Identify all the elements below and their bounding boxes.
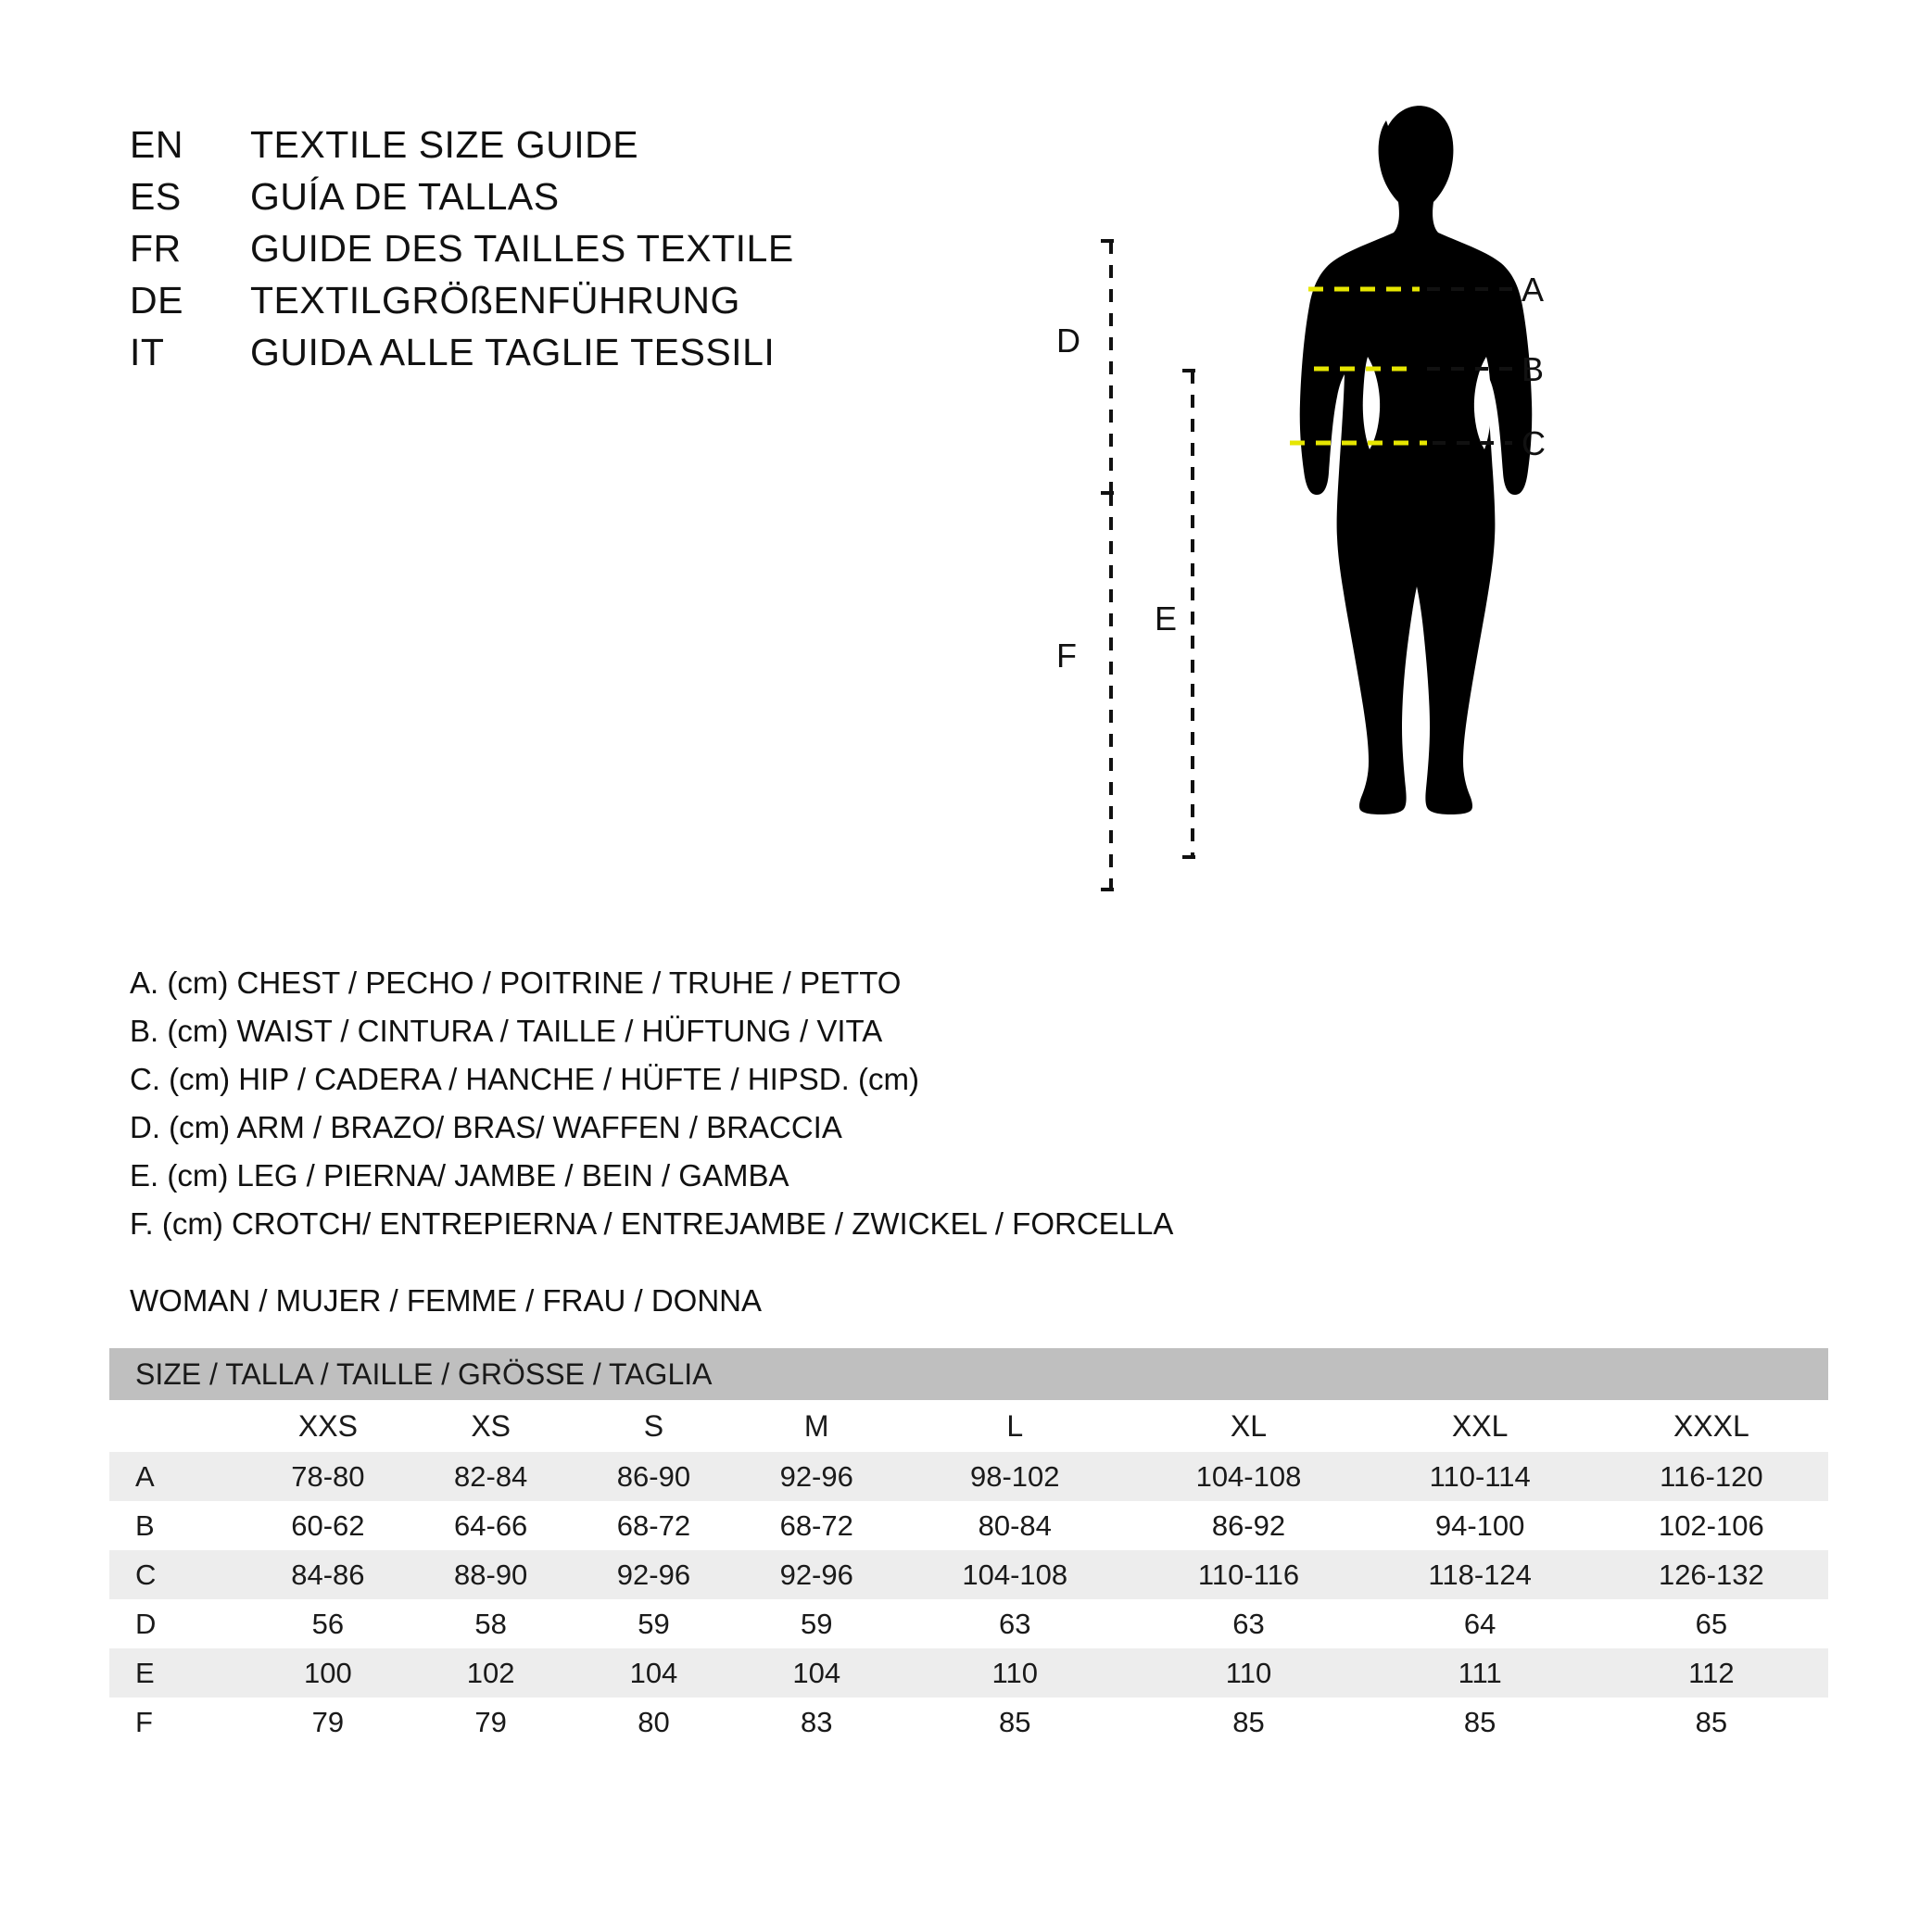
row-key-f: F — [135, 1705, 153, 1738]
cell-f-l: 85 — [999, 1705, 1031, 1738]
cell-d-l: 63 — [999, 1607, 1031, 1640]
table-row — [109, 1698, 1828, 1747]
table-row — [109, 1599, 1828, 1648]
column-m: M — [803, 1408, 829, 1443]
cell-e-xs: 102 — [466, 1656, 515, 1689]
cell-f-xs: 79 — [474, 1705, 507, 1738]
column-s: S — [643, 1408, 664, 1443]
dimension-bars — [1101, 241, 1203, 890]
column-xxxl: XXXL — [1673, 1408, 1749, 1443]
cell-d-xl: 63 — [1232, 1607, 1265, 1640]
cell-c-xs: 88-90 — [454, 1558, 528, 1591]
cell-f-xxl: 85 — [1463, 1705, 1496, 1738]
dimension-bar-e — [1182, 371, 1203, 857]
cell-c-l: 104-108 — [962, 1558, 1068, 1591]
label-d: D — [1056, 322, 1080, 360]
title-row-fr — [130, 222, 964, 274]
legend-row-f: F. (cm) CROTCH/ ENTREPIERNA / ENTREJAMBE / ZWICKEL / FORCELLA — [130, 1206, 1174, 1241]
cell-a-xl: 104-108 — [1195, 1459, 1302, 1493]
size-table — [109, 1348, 1828, 1747]
column-xxs: XXS — [297, 1408, 358, 1443]
cell-d-m: 59 — [800, 1607, 833, 1640]
legend-row-a: A. (cm) CHEST / PECHO / POITRINE / TRUHE / PETTO — [130, 966, 902, 1000]
cell-e-xxl: 111 — [1458, 1656, 1502, 1689]
label-b: B — [1522, 350, 1545, 388]
title-text-fr: GUIDE DES TAILLES TEXTILE — [250, 227, 794, 270]
legend-row-b: B. (cm) WAIST / CINTURA / TAILLE / HÜFTUNG / VITA — [130, 1014, 883, 1048]
cell-f-m: 83 — [800, 1705, 833, 1738]
title-row-es — [130, 170, 964, 222]
dimension-bar-f — [1101, 493, 1121, 890]
table-header-label: SIZE / TALLA / TAILLE / GRÖSSE / TAGLIA — [135, 1357, 713, 1391]
title-text-it: GUIDA ALLE TAGLIE TESSILI — [250, 331, 776, 373]
cell-b-xxxl: 102-106 — [1658, 1508, 1764, 1542]
column-l: L — [1006, 1408, 1024, 1443]
cell-a-xs: 82-84 — [454, 1459, 528, 1493]
column-xxl: XXL — [1451, 1408, 1509, 1443]
column-corner — [109, 1400, 246, 1452]
cell-d-xxs: 56 — [311, 1607, 345, 1640]
cell-b-xxl: 94-100 — [1434, 1508, 1525, 1542]
cell-a-xxl: 110-114 — [1429, 1459, 1531, 1493]
cell-e-xxs: 100 — [304, 1656, 352, 1689]
cell-c-xl: 110-116 — [1197, 1558, 1300, 1591]
cell-e-s: 104 — [629, 1656, 678, 1689]
legend-row-e: E. (cm) LEG / PIERNA/ JAMBE / BEIN / GAMBA — [130, 1158, 789, 1193]
label-f: F — [1056, 637, 1077, 675]
cell-f-xxxl: 85 — [1695, 1705, 1728, 1738]
row-key-a: A — [135, 1459, 155, 1493]
cell-b-xxs: 60-62 — [291, 1508, 365, 1542]
title-row-it — [130, 326, 964, 378]
title-lang-de: DE — [130, 279, 183, 322]
cell-b-xs: 64-66 — [454, 1508, 528, 1542]
row-key-e: E — [135, 1656, 155, 1689]
cell-e-xxxl: 112 — [1688, 1656, 1735, 1689]
row-key-b: B — [135, 1508, 155, 1542]
title-row-en — [130, 119, 964, 170]
cell-d-xs: 58 — [474, 1607, 507, 1640]
cell-a-xxs: 78-80 — [291, 1459, 365, 1493]
row-key-d: D — [135, 1607, 157, 1640]
title-text-es: GUÍA DE TALLAS — [250, 175, 560, 218]
title-lang-en: EN — [130, 123, 183, 166]
cell-f-xl: 85 — [1232, 1705, 1265, 1738]
label-e: E — [1155, 599, 1178, 637]
female-silhouette-icon — [1300, 106, 1533, 814]
table-row — [109, 1550, 1828, 1599]
cell-a-xxxl: 116-120 — [1660, 1459, 1763, 1493]
cell-b-xl: 86-92 — [1211, 1508, 1286, 1542]
cell-d-xxl: 64 — [1463, 1607, 1496, 1640]
cell-a-l: 98-102 — [969, 1459, 1060, 1493]
cell-b-s: 68-72 — [616, 1508, 691, 1542]
label-a: A — [1522, 271, 1545, 309]
title-block — [130, 119, 964, 378]
cell-b-l: 80-84 — [978, 1508, 1052, 1542]
table-columns-row — [109, 1400, 1828, 1452]
cell-f-xxs: 79 — [311, 1705, 345, 1738]
column-xl: XL — [1230, 1408, 1268, 1443]
cell-c-s: 92-96 — [616, 1558, 691, 1591]
cell-e-m: 104 — [792, 1656, 841, 1689]
title-lang-it: IT — [130, 331, 165, 373]
legend-row-c: C. (cm) HIP / CADERA / HANCHE / HÜFTE / HIPSD. (cm) — [130, 1062, 919, 1096]
cell-a-m: 92-96 — [779, 1459, 853, 1493]
cell-d-s: 59 — [638, 1607, 670, 1640]
cell-e-l: 110 — [991, 1656, 1038, 1689]
cell-f-s: 80 — [638, 1705, 670, 1738]
title-text-en: TEXTILE SIZE GUIDE — [250, 123, 639, 166]
cell-e-xl: 110 — [1225, 1656, 1272, 1689]
label-c: C — [1522, 424, 1546, 462]
cell-a-s: 86-90 — [616, 1459, 691, 1493]
column-xs: XS — [471, 1408, 511, 1443]
cell-b-m: 68-72 — [779, 1508, 853, 1542]
title-text-de: TEXTILGRÖßENFÜHRUNG — [250, 279, 740, 322]
table-header-row — [109, 1348, 1828, 1400]
dimension-bar-d — [1101, 241, 1121, 493]
title-lang-fr: FR — [130, 227, 182, 270]
title-lang-es: ES — [130, 175, 182, 218]
gender-label: WOMAN / MUJER / FEMME / FRAU / DONNA — [130, 1283, 762, 1318]
table-row — [109, 1501, 1828, 1550]
cell-c-m: 92-96 — [779, 1558, 853, 1591]
cell-d-xxxl: 65 — [1695, 1607, 1728, 1640]
cell-c-xxl: 118-124 — [1428, 1558, 1532, 1591]
table-row — [109, 1452, 1828, 1501]
row-key-c: C — [135, 1558, 157, 1591]
cell-c-xxs: 84-86 — [291, 1558, 365, 1591]
title-row-de — [130, 274, 964, 326]
cell-c-xxxl: 126-132 — [1658, 1558, 1764, 1591]
legend-row-d: D. (cm) ARM / BRAZO/ BRAS/ WAFFEN / BRACCIA — [130, 1110, 842, 1144]
table-row — [109, 1648, 1828, 1698]
legend-block — [130, 959, 1223, 1248]
